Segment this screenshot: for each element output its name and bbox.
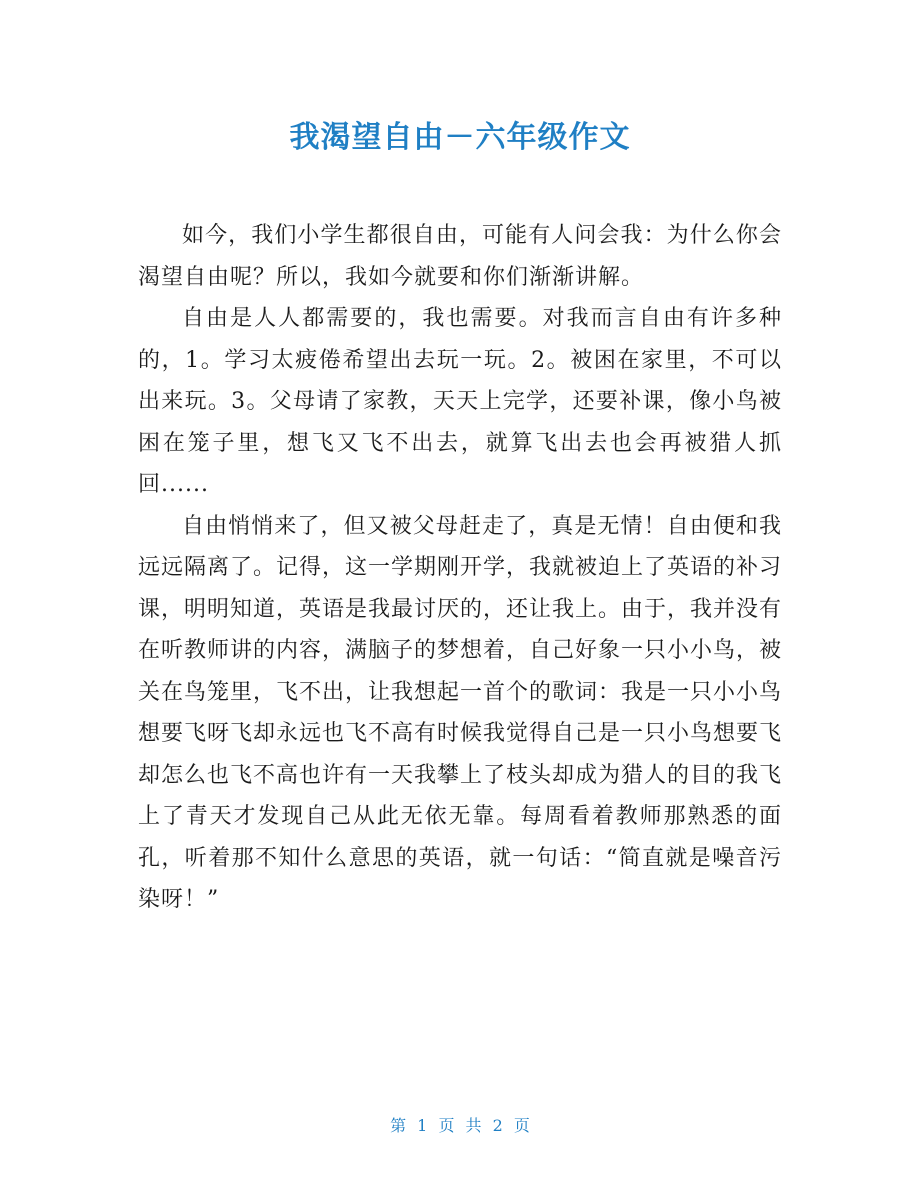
article-body (138, 215, 782, 921)
paragraph-1: 如今，我们小学生都很自由，可能有人问会我：为什么你会渴望自由呢？所以，我如今就要和你们渐渐讲解。 (138, 223, 782, 290)
paragraph-2: 自由是人人都需要的，我也需要。对我而言自由有许多种的，1。学习太疲倦希望出去玩一玩。2。被困在家里，不可以出来玩。3。父母请了家教，天天上完学，还要补课，像小鸟被困在笼子里，想飞又飞不出去，就算飞出去也会再被猎人抓回...... (138, 306, 782, 497)
page-footer: 第 1 页 共 2 页 (390, 1116, 530, 1135)
paragraph-3: 自由悄悄来了，但又被父母赶走了，真是无情！自由便和我远远隔离了。记得，这一学期刚开学，我就被迫上了英语的补习课，明明知道，英语是我最讨厌的，还让我上。由于，我并没有在听教师讲的内容，满脑子的梦想着，自己好象一只小小鸟，被关在鸟笼里，飞不出，让我想起一首个的歌词：我是一只小小鸟想要飞呀飞却永远也飞不高有时候我觉得自己是一只小鸟想要飞却怎么也飞不高也许有一天我攀上了枝头却成为猎人的目的我飞上了青天才发现自己从此无依无靠。每周看着教师那熟悉的面孔，听着那不知什么意思的英语，就一句话：“简直就是噪音污染呀！” (138, 513, 783, 912)
page-title: 我渴望自由－六年级作文 (289, 120, 631, 155)
